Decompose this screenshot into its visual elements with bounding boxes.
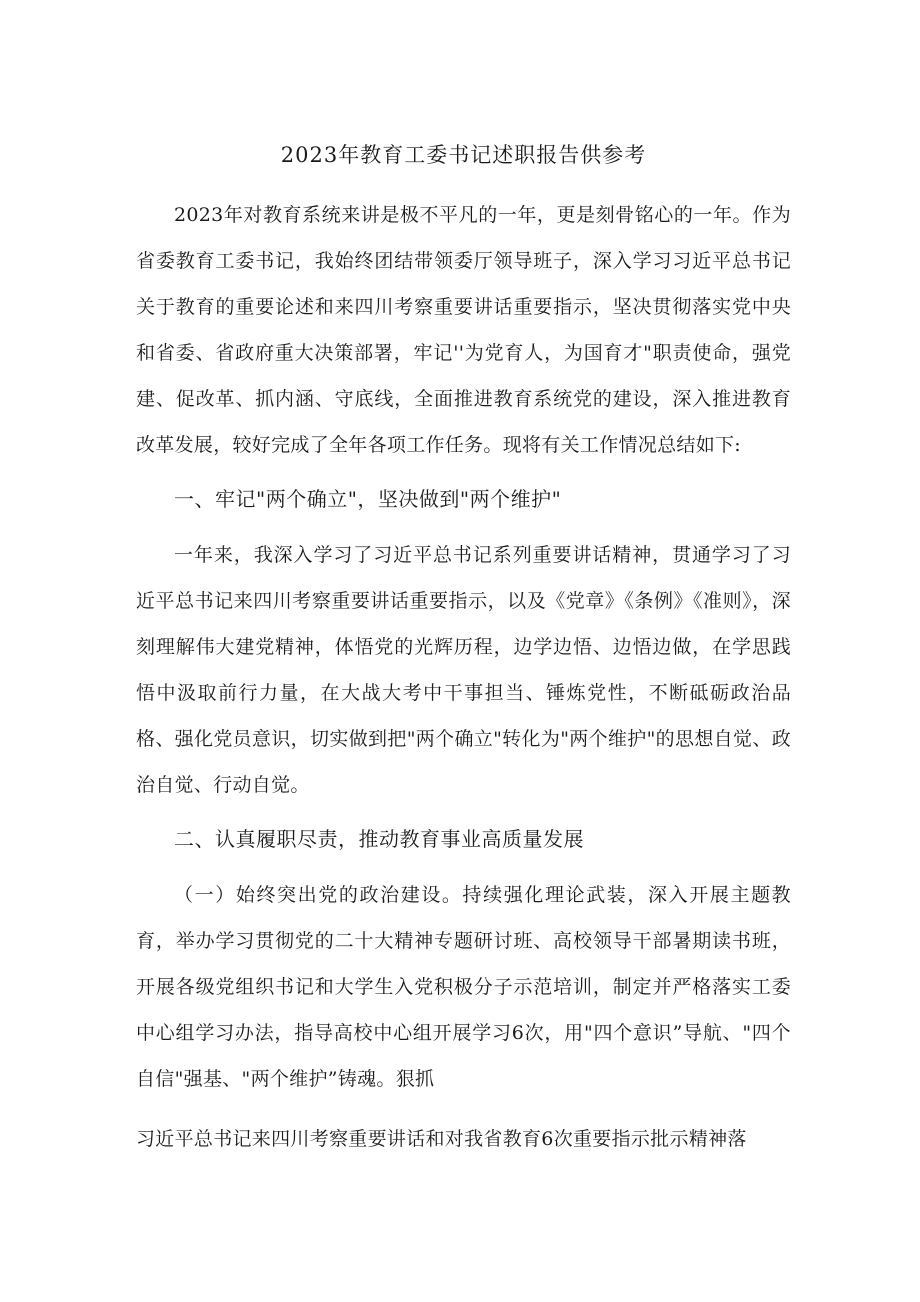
section-2-heading: 二、认真履职尽责，推动教育事业高质量发展 xyxy=(174,827,584,851)
document-title: 2023年教育工委书记述职报告供参考 xyxy=(280,143,647,167)
section-2-continuation: 习近平总书记来四川考察重要讲话和对我省教育6次重要指示批示精神落 xyxy=(136,1128,747,1150)
section-1-heading: 一、牢记"两个确立"，坚决做到"两个维护" xyxy=(174,487,562,511)
intro-paragraph: 2023年对教育系统来讲是极不平凡的一年，更是刻骨铭心的一年。作为省委教育工委书记，我始终团结带领委厅领导班子，深入学习习近平总书记关于教育的重要论述和来四川考察重要讲话重要指示，坚决贯彻落实党中央和省委、省政府重大决策部署，牢记''为党育人，为国育才"职责使命，强党建、促改革、抓内涵、守底线，全面推进教育系统党的建设，深入推进教育改革发展，较好完成了全年各项工作任务。现将有关工作情况总结如下: xyxy=(136,204,791,456)
section-1-paragraph: 一年来，我深入学习了习近平总书记系列重要讲话精神，贯通学习了习近平总书记来四川考察重要讲话重要指示，以及《党章》《条例》《准则》，深刻理解伟大建党精神，体悟党的光辉历程，边学边悟、边悟边做，在学思践悟中汲取前行力量，在大战大考中干事担当、锤炼党性，不断砥砺政治品格、强化党员意识，切实做到把"两个确立"转化为"两个维护"的思想自觉、政治自觉、行动自觉。 xyxy=(136,544,791,796)
document-body xyxy=(136,132,791,1162)
section-2-paragraph: （一）始终突出党的政治建设。持续强化理论武装，深入开展主题教育，举办学习贯彻党的二十大精神专题研讨班、高校领导干部暑期读书班，开展各级党组织书记和大学生入党积极分子示范培训，制定并严格落实工委中心组学习办法，指导高校中心组开展学习6次，用"四个意识”导航、"四个自信"强基、"两个维护”铸魂。狠抓 xyxy=(136,884,791,1090)
